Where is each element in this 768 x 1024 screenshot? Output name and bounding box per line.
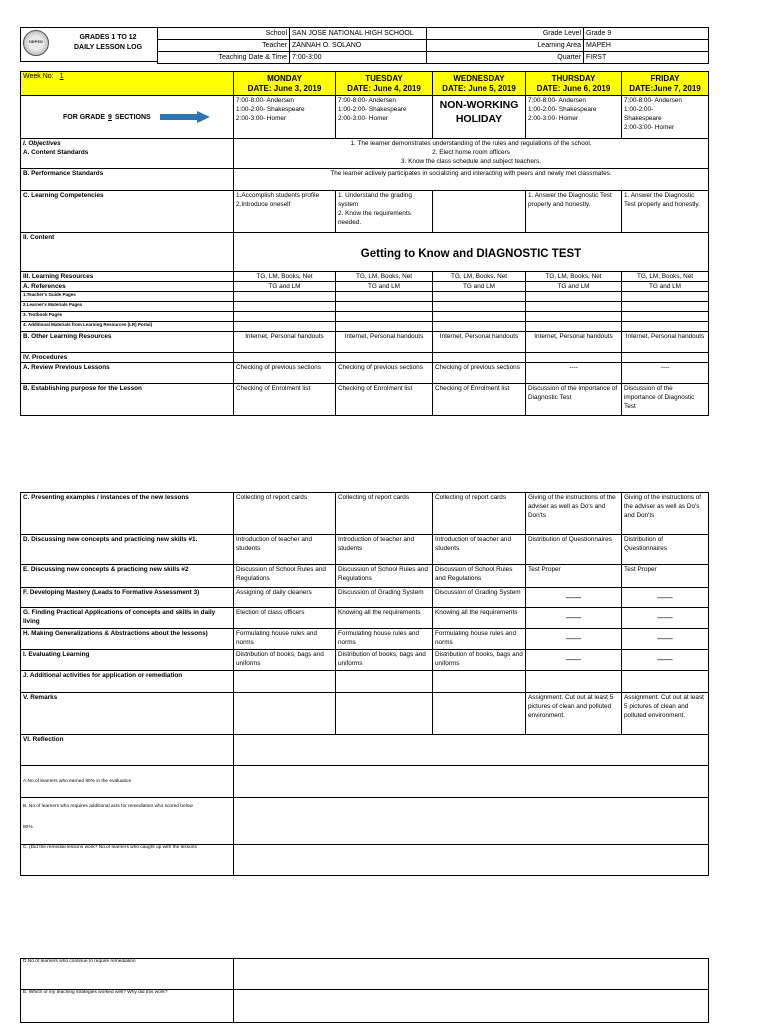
generalizations-thursday: ___: [526, 629, 622, 650]
question-d: D.No.of learners who continue to require remediation: [21, 959, 234, 990]
mastery-monday: Assigning of daily cleaners: [234, 588, 336, 608]
question-a: A.No.of learners who earned 80% in the evaluation: [21, 766, 234, 798]
review-tuesday: Checking of previous sections: [336, 363, 433, 384]
review-label: A. Review Previous Lessons: [21, 363, 234, 384]
question-e: E. Which of my teaching strategies worked well? Why did this work?: [21, 990, 234, 1023]
sections-grade: 9: [108, 113, 112, 121]
review-wednesday: Checking of previous sections: [433, 363, 526, 384]
resource-value: TG, LM, Books, Net: [336, 272, 433, 282]
purpose-friday: Discussion of the importance of Diagnostic Test: [622, 384, 709, 416]
arrow-right-icon: [159, 111, 211, 123]
day-header-monday: [234, 72, 336, 96]
presenting-friday: Giving of the instructions of the adviser as well as Do's and Don'ts: [622, 493, 709, 535]
lesson-log-table-page2: [20, 492, 709, 876]
other-resources-value: Internet, Personal handouts: [336, 332, 433, 353]
practical-friday: ___: [622, 608, 709, 629]
log-title-line2: DAILY LESSON LOG: [73, 44, 143, 51]
purpose-wednesday: Checking of Enrolment list: [433, 384, 526, 416]
content-standards-text: [234, 139, 709, 169]
practical-wednesday: Knowing all the requirements: [433, 608, 526, 629]
additional-activities-label: J. Additional activities for application or remediation: [21, 671, 234, 693]
additional-materials-label: 4. Additional Materials from Learning Resources (LR) Portal): [21, 322, 234, 332]
header-top-border: [20, 27, 158, 28]
objective-line: 2. Elect home room officers: [432, 149, 510, 156]
sections-friday: [622, 96, 709, 139]
section-line: 2:00-3:00- Homer: [236, 115, 287, 122]
day-name: THURSDAY: [551, 73, 596, 83]
school-label: School: [158, 28, 290, 40]
generalizations-label: H. Making Generalizations & Abstractions about the lessons): [21, 629, 234, 650]
objective-line: 3. Know the class schedule and subject teachers.: [401, 158, 541, 165]
discussing1-tuesday: Introduction of teacher and students: [336, 535, 433, 565]
header-bottom-border: [20, 61, 158, 62]
day-name: TUESDAY: [365, 73, 403, 83]
question-b-line1: B. No.of learners who requires additional acts for remediation who scored below: [23, 804, 193, 809]
mastery-label: F. Developing Mastery (Leads to Formative Assessment 3): [21, 588, 234, 608]
discussing1-friday: Distribution of Questionnaires: [622, 535, 709, 565]
sections-label: [63, 111, 231, 123]
other-resources-value: Internet, Personal handouts: [433, 332, 526, 353]
quarter-label: Quarter: [427, 52, 584, 64]
reflection-table-bottom: [20, 958, 709, 1023]
learning-area-label: Learning Area: [427, 40, 584, 52]
day-date: DATE:June 7, 2019: [629, 83, 701, 93]
review-monday: Checking of previous sections: [234, 363, 336, 384]
teacher-value: ZANNAH O. SOLANO: [290, 40, 427, 52]
content-label: II. Content: [21, 233, 234, 272]
teachers-guide-pages-label: 1.Teacher's Guide Pages: [21, 292, 234, 302]
mastery-wednesday: Discussion of Grading System: [433, 588, 526, 608]
day-header-tuesday: [336, 72, 433, 96]
question-b: [21, 798, 234, 845]
section-line: 1:00-2:00- Shakespeare: [528, 106, 597, 113]
practical-monday: Election of class officers: [234, 608, 336, 629]
generalizations-friday: ___: [622, 629, 709, 650]
week-value: 1: [59, 73, 64, 80]
section-line: 2:00-3:00- Homer: [528, 115, 579, 122]
section-line: 1:00-2:00- Shakespeare: [338, 106, 407, 113]
log-title: [60, 33, 156, 53]
review-friday: ----: [622, 363, 709, 384]
textbook-pages-label: 3. Textbook Pages: [21, 312, 234, 322]
competencies-tuesday: 1. Understand the grading system 2. Know the requirements needed.: [336, 191, 433, 233]
sections-tuesday: [336, 96, 433, 139]
resource-value: TG, LM, Books, Net: [433, 272, 526, 282]
presenting-label: C. Presenting examples / instances of the new lessons: [21, 493, 234, 535]
day-name: WEDNESDAY: [453, 73, 505, 83]
learners-materials-pages-label: 2.Learner's Materials Pages: [21, 302, 234, 312]
day-date: DATE: June 5, 2019: [442, 83, 516, 93]
review-thursday: ----: [526, 363, 622, 384]
objective-line: 1. The learner demonstrates understanding of the rules and regulations of the school.: [350, 140, 592, 147]
learning-competencies-label: C. Learning Competencies: [21, 191, 234, 233]
presenting-wednesday: Collecting of report cards: [433, 493, 526, 535]
competencies-thursday: 1. Answer the Diagnostic Test properly and honestly.: [526, 191, 622, 233]
section-line: 7:00-8:00- Andersen: [528, 97, 586, 104]
evaluating-label: I. Evaluating Learning: [21, 650, 234, 671]
grade-level-label: Grade Level: [427, 28, 584, 40]
sections-label-cell: [21, 96, 234, 139]
mastery-tuesday: Discussion of Grading System: [336, 588, 433, 608]
day-header-thursday: [526, 72, 622, 96]
question-b-line2: 80%: [23, 825, 33, 830]
reference-value: TG and LM: [433, 282, 526, 292]
day-name: FRIDAY: [650, 73, 680, 83]
header-info-table: [157, 27, 709, 64]
reference-value: TG and LM: [336, 282, 433, 292]
competencies-wednesday: [433, 191, 526, 233]
discussing2-thursday: Test Proper: [526, 565, 622, 588]
section-line: 2:00-3:00- Homer: [624, 124, 675, 131]
discussing1-thursday: Distribution of Questionnaires: [526, 535, 622, 565]
references-label: A. References: [21, 282, 234, 292]
objectives-label-cell: [21, 139, 234, 169]
sections-monday: [234, 96, 336, 139]
sections-wednesday-holiday: NON-WORKING HOLIDAY: [433, 96, 526, 139]
performance-standards-text: The learner actively participates in socializing and interacting with peers and newly met classmates.: [234, 169, 709, 191]
presenting-tuesday: Collecting of report cards: [336, 493, 433, 535]
content-text: Getting to Know and DIAGNOSTIC TEST: [234, 233, 709, 272]
remarks-thursday: Assignment: Cut out at least 5 pictures of clean and polluted environment.: [526, 693, 622, 735]
practical-tuesday: Knowing all the requirements: [336, 608, 433, 629]
reference-value: TG and LM: [526, 282, 622, 292]
remarks-label: V. Remarks: [21, 693, 234, 735]
header-left-border: [20, 27, 21, 62]
day-date: DATE: June 6, 2019: [536, 83, 611, 93]
learning-resources-label: III. Learning Resources: [21, 272, 234, 282]
week-cell: [21, 72, 234, 96]
mastery-thursday: ___: [526, 588, 622, 608]
day-header-friday: [622, 72, 709, 96]
purpose-label: B. Establishing purpose for the Lesson: [21, 384, 234, 416]
quarter-value: FIRST: [584, 52, 709, 64]
evaluating-tuesday: Distribution of books, bags and uniforms: [336, 650, 433, 671]
day-date: DATE: June 4, 2019: [347, 83, 421, 93]
resource-value: TG, LM, Books, Net: [526, 272, 622, 282]
discussing2-monday: Discussion of School Rules and Regulations: [234, 565, 336, 588]
content-standards-label: A. Content Standards: [23, 149, 89, 156]
resource-value: TG, LM, Books, Net: [622, 272, 709, 282]
discussing2-tuesday: Discussion of School Rules and Regulations: [336, 565, 433, 588]
reference-value: TG and LM: [234, 282, 336, 292]
objectives-label: I. Objectives: [23, 140, 61, 147]
reflection-label: VI. Reflection: [21, 735, 234, 766]
mastery-friday: ___: [622, 588, 709, 608]
deped-logo-text: DEPED: [29, 39, 43, 44]
sections-label-pre: FOR GRADE: [63, 113, 105, 121]
grade-level-value: Grade 9: [584, 28, 709, 40]
discussing1-monday: Introduction of teacher and students: [234, 535, 336, 565]
presenting-thursday: Giving of the instructions of the adviser as well as Do's and Don'ts: [526, 493, 622, 535]
section-line: 7:00-8:00- Andersen: [624, 97, 682, 104]
school-value: SAN JOSE NATIONAL HIGH SCHOOL: [290, 28, 427, 40]
purpose-monday: Checking of Enrolment list: [234, 384, 336, 416]
evaluating-friday: ___: [622, 650, 709, 671]
remarks-friday: Assignment: Cut out at least 5 pictures of clean and polluted environment.: [622, 693, 709, 735]
evaluating-thursday: ___: [526, 650, 622, 671]
generalizations-tuesday: Formulating house rules and norms: [336, 629, 433, 650]
competencies-friday: 1. Answer the Diagnostic Test properly and honestly.: [622, 191, 709, 233]
procedures-label: IV. Procedures: [21, 353, 234, 363]
section-line: Shakespeare: [624, 115, 662, 122]
section-line: 1:00-2:00-: [624, 106, 654, 113]
purpose-thursday: Discussion of the importance of Diagnostic Test: [526, 384, 622, 416]
week-label: Week No:: [23, 73, 54, 80]
discussing1-wednesday: Introduction of teacher and students: [433, 535, 526, 565]
datetime-value: 7:00-3:00: [290, 52, 427, 64]
lesson-log-table: [20, 71, 709, 416]
question-c: C. (Did the remedial lessons work? No.of learners who caught up with the lessons: [21, 845, 234, 876]
performance-standards-label: B. Performance Standards: [21, 169, 234, 191]
generalizations-wednesday: Formulating house rules and norms: [433, 629, 526, 650]
other-resources-value: Internet, Personal handouts: [622, 332, 709, 353]
day-header-wednesday: [433, 72, 526, 96]
sections-label-post: SECTIONS: [114, 113, 151, 121]
presenting-monday: Collecting of report cards: [234, 493, 336, 535]
reference-value: TG and LM: [622, 282, 709, 292]
section-line: 7:00-8:00- Andersen: [338, 97, 396, 104]
log-title-line1: GRADES 1 TO 12: [79, 34, 137, 41]
practical-label: G. Finding Practical Applications of concepts and skills in daily living: [21, 608, 234, 629]
discussing2-friday: Test Proper: [622, 565, 709, 588]
day-name: MONDAY: [267, 73, 302, 83]
deped-logo: [23, 30, 49, 56]
discussing2-wednesday: Discussion of School Rules and Regulations: [433, 565, 526, 588]
discussing1-label: D. Discussing new concepts and practicing new skills #1.: [21, 535, 234, 565]
teacher-label: Teacher: [158, 40, 290, 52]
sections-thursday: [526, 96, 622, 139]
evaluating-wednesday: Distribution of books, bags and uniforms: [433, 650, 526, 671]
learning-area-value: MAPEH: [584, 40, 709, 52]
datetime-label: Teaching Date & Time: [158, 52, 290, 64]
evaluating-monday: Distribution of books, bags and uniforms: [234, 650, 336, 671]
section-line: 7:00-8:00- Andersen: [236, 97, 294, 104]
generalizations-monday: Formulating house rules and norms: [234, 629, 336, 650]
practical-thursday: ___: [526, 608, 622, 629]
day-date: DATE: June 3, 2019: [247, 83, 322, 93]
section-line: 2:00-3:00- Homer: [338, 115, 389, 122]
other-resources-label: B. Other Learning Resources: [21, 332, 234, 353]
other-resources-value: Internet, Personal handouts: [234, 332, 336, 353]
discussing2-label: E. Discussing new concepts & practicing new skills #2: [21, 565, 234, 588]
section-line: 1:00-2:00- Shakespeare: [236, 106, 305, 113]
resource-value: TG, LM, Books, Net: [234, 272, 336, 282]
other-resources-value: Internet, Personal handouts: [526, 332, 622, 353]
purpose-tuesday: Checking of Enrolment list: [336, 384, 433, 416]
competencies-monday: 1.Accomplish students profile 2.Introduce oneself: [234, 191, 336, 233]
